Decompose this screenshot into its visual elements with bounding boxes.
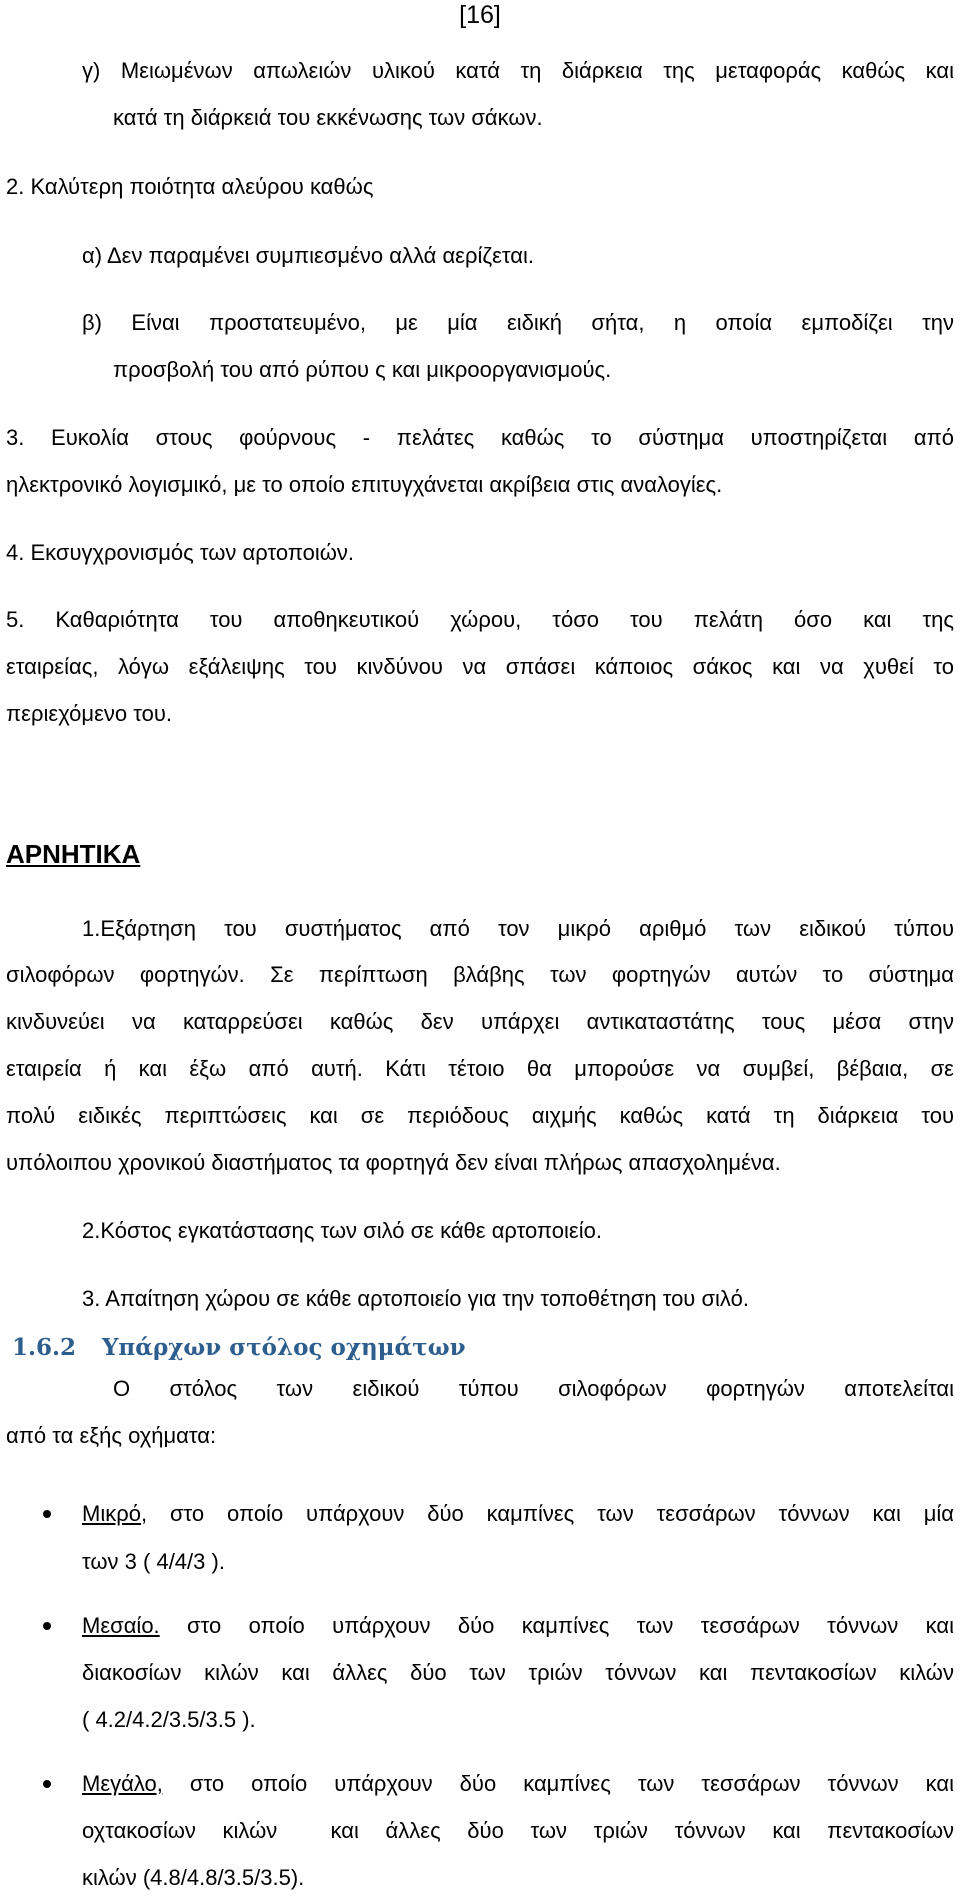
- text-line: 3. Ευκολία στους φούρνους - πελάτες καθώς το σύστημα υποστηρίζεται από: [6, 425, 954, 450]
- bullet-icon: [43, 1622, 51, 1630]
- text-line: εταιρεία ή και έξω από αυτή. Κάτι τέτοιο θα μπορούσε να συμβεί, βέβαια, σε: [6, 1056, 954, 1081]
- text-line: εταιρείας, λόγω εξάλειψης του κινδύνου να σπάσει κάποιος σάκος και να χυθεί το: [6, 654, 954, 679]
- list-item-line: [82, 1770, 954, 1798]
- text-line: 2.Κόστος εγκατάστασης των σιλό σε κάθε αρτοποιείο.: [82, 1218, 602, 1243]
- text-line: υπόλοιπου χρονικού διαστήματος τα φορτηγά δεν είναι πλήρως απασχολημένα.: [6, 1150, 781, 1175]
- text-line: κατά τη διάρκειά του εκκένωσης των σάκων.: [113, 105, 543, 130]
- text-line: πολύ ειδικές περιπτώσεις και σε περιόδους αιχμής καθώς κατά τη διάρκεια του: [6, 1103, 954, 1128]
- vehicle-description: στο οποίο υπάρχουν δύο καμπίνες των τεσσάρων τόννων και: [162, 1771, 954, 1796]
- page-number: [16]: [459, 1, 501, 29]
- text-line: 5. Καθαριότητα του αποθηκευτικού χώρου, τόσο του πελάτη όσο και της: [6, 607, 954, 632]
- subsection-heading: [12, 1334, 466, 1362]
- vehicle-type: Μεγάλο,: [82, 1771, 163, 1796]
- text-line: β) Είναι προστατευμένο, με μία ειδική σήτα, η οποία εμποδίζει την: [82, 310, 954, 335]
- text-line: από τα εξής οχήματα:: [6, 1423, 217, 1448]
- vehicle-description: στο οποίο υπάρχουν δύο καμπίνες των τεσσάρων τόννων και: [159, 1613, 954, 1638]
- subsection-title: Υπάρχων στόλος οχημάτων: [102, 1334, 466, 1361]
- list-item-line: ( 4.2/4.2/3.5/3.5 ).: [82, 1707, 256, 1732]
- text-line: προσβολή του από ρύπου ς και μικροοργανισμούς.: [113, 357, 612, 382]
- list-item-line: κιλών (4.8/4.8/3.5/3.5).: [82, 1865, 305, 1890]
- section-heading: ΑΡΝΗΤΙΚΑ: [6, 839, 141, 869]
- vehicle-description: , στο οποίο υπάρχουν δύο καμπίνες των τεσσάρων τόννων και μία: [140, 1501, 954, 1526]
- vehicle-type: Μεσαίο.: [82, 1613, 160, 1638]
- list-item-line: διακοσίων κιλών και άλλες δύο των τριών τόννων και πεντακοσίων κιλών: [82, 1660, 954, 1685]
- list-item-line: [82, 1612, 954, 1640]
- bullet-icon: [43, 1510, 51, 1518]
- text-line: 2. Καλύτερη ποιότητα αλεύρου καθώς: [6, 174, 374, 199]
- list-item-line: οχτακοσίων κιλών και άλλες δύο των τριών τόννων και πεντακοσίων: [82, 1818, 954, 1843]
- bullet-icon: [43, 1780, 51, 1788]
- text-line: Ο στόλος των ειδικού τύπου σιλοφόρων φορτηγών αποτελείται: [113, 1376, 954, 1401]
- list-item-line: των 3 ( 4/4/3 ).: [82, 1549, 225, 1574]
- text-line: κινδυνεύει να καταρρεύσει καθώς δεν υπάρχει αντικαταστάτης τους μέσα στην: [6, 1009, 954, 1034]
- subsection-number: 1.6.2: [12, 1334, 77, 1361]
- list-item-line: [82, 1500, 954, 1528]
- text-line: 4. Εκσυγχρονισμός των αρτοποιών.: [6, 540, 355, 565]
- text-line: σιλοφόρων φορτηγών. Σε περίπτωση βλάβης των φορτηγών αυτών το σύστημα: [6, 962, 954, 987]
- text-line: α) Δεν παραμένει συμπιεσμένο αλλά αερίζεται.: [82, 243, 534, 268]
- text-line: γ) Μειωμένων απωλειών υλικού κατά τη διάρκεια της μεταφοράς καθώς και: [82, 58, 954, 83]
- text-line: 1.Εξάρτηση του συστήματος από τον μικρό αριθμό των ειδικού τύπου: [82, 916, 954, 941]
- text-line: περιεχόμενο του.: [6, 701, 172, 726]
- text-line: 3. Απαίτηση χώρου σε κάθε αρτοποιείο για την τοποθέτηση του σιλό.: [82, 1286, 749, 1311]
- vehicle-type: Μικρό: [82, 1501, 141, 1526]
- text-line: ηλεκτρονικό λογισμικό, με το οποίο επιτυγχάνεται ακρίβεια στις αναλογίες.: [6, 472, 723, 497]
